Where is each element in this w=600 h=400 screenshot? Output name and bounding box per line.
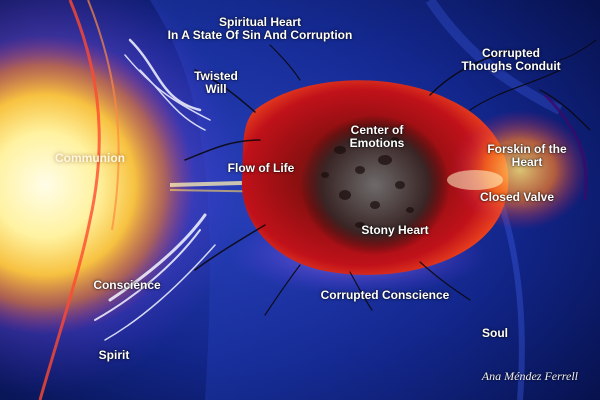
artist-signature: Ana Méndez Ferrell bbox=[481, 369, 578, 383]
label-conscience: Conscience bbox=[93, 278, 161, 292]
title-line-1: Spiritual Heart bbox=[218, 15, 302, 29]
label-closed-valve: Closed Valve bbox=[479, 190, 555, 204]
label-stony-heart: Stony Heart bbox=[361, 223, 429, 237]
label-twisted-will: Twisted Will bbox=[194, 69, 238, 96]
title-line-2: In A State Of Sin And Corruption bbox=[167, 28, 353, 42]
label-center-of-emotions: Center of Emotions bbox=[349, 123, 405, 150]
label-corrupted-thoughts-conduit: Corrupted Thoughs Conduit bbox=[461, 46, 561, 73]
valve-highlight bbox=[447, 170, 503, 190]
label-forskin-of-the-heart: Forskin of the Heart bbox=[487, 142, 567, 169]
label-spirit: Spirit bbox=[98, 348, 130, 362]
diagram-title bbox=[150, 16, 370, 42]
label-soul: Soul bbox=[482, 326, 508, 340]
valve-glow bbox=[450, 110, 590, 230]
label-corrupted-conscience: Corrupted Conscience bbox=[320, 288, 450, 302]
label-communion: Communion bbox=[55, 151, 125, 165]
label-flow-of-life: Flow of Life bbox=[227, 161, 295, 175]
